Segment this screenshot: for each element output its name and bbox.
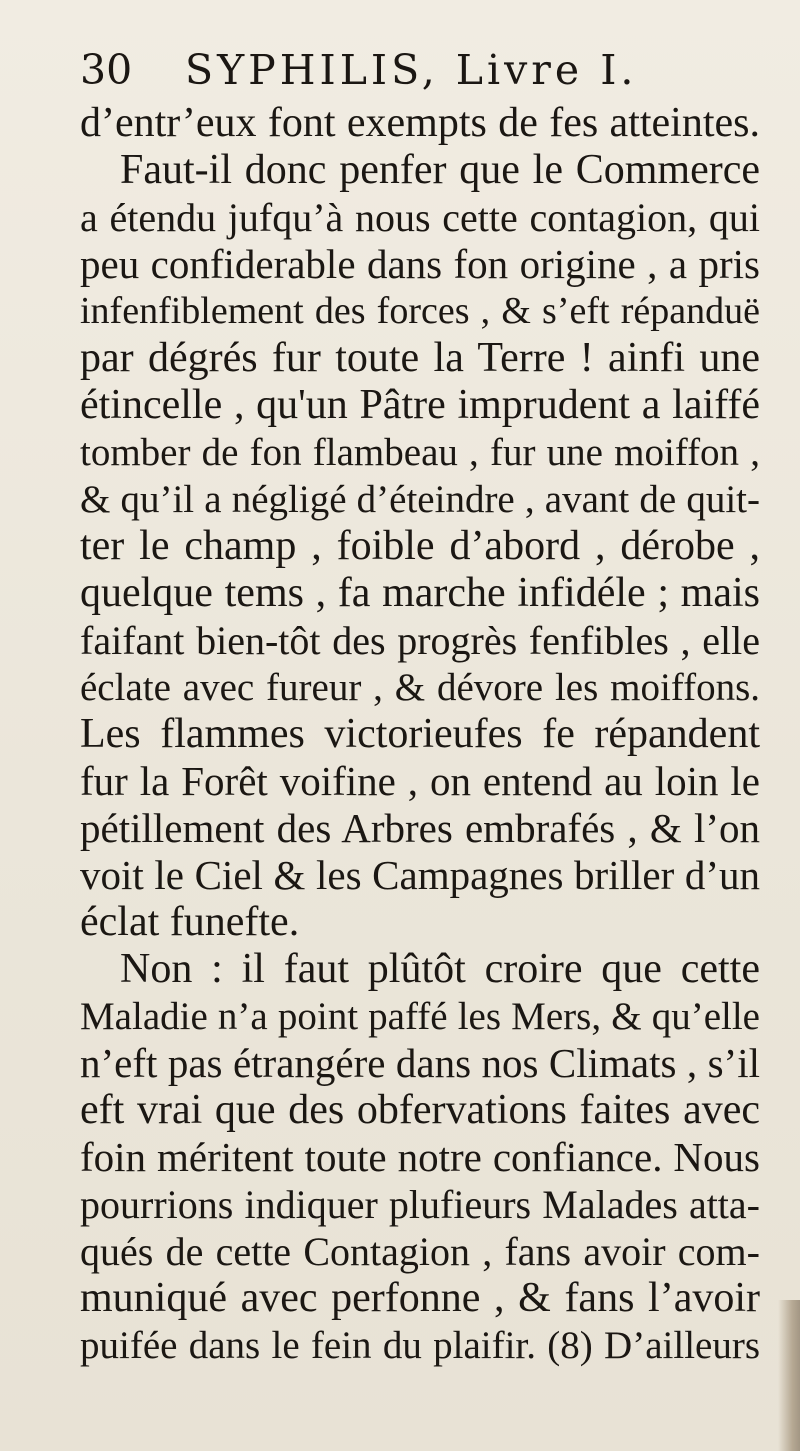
body-text	[80, 100, 760, 1369]
text-line: tomber de fon flambeau , fur une moiffon ,	[80, 431, 760, 474]
text-line: qués de cette Contagion , fans avoir com-	[80, 1229, 760, 1274]
text-line: infenfiblement des forces , & s’eft répanduë	[80, 290, 760, 332]
text-line: éclate avec fureur , & dévore les moiffons.	[80, 666, 760, 709]
text-line: éclat funefte.	[80, 899, 300, 945]
text-line: ter le champ , foible d’abord , dérobe ,	[80, 523, 760, 569]
text-line: d’entr’eux font exempts de fes atteintes.	[80, 100, 760, 146]
text-line: & qu’il a négligé d’éteindre , avant de quit-	[80, 478, 760, 521]
text-line: Les flammes victorieufes fe répandent	[80, 711, 760, 757]
running-head: SYPHILIS, Livre I.	[185, 46, 638, 94]
text-line: Maladie n’a point paffé les Mers, & qu’elle	[80, 995, 760, 1038]
text-line: pétillement des Arbres embrafés , & l’on	[80, 805, 760, 851]
page-edge-shadow	[778, 1300, 800, 1451]
text-line: fur la Forêt voifine , on entend au loin le	[80, 758, 760, 804]
text-line: foin méritent toute notre confiance. Nous	[80, 1134, 760, 1180]
text-line: par dégrés fur toute la Terre ! ainfi une	[80, 335, 760, 381]
text-line: pourrions indiquer plufieurs Malades atta-	[80, 1182, 760, 1227]
text-line: puifée dans le fein du plaifir. (8) D’ailleurs	[80, 1324, 760, 1367]
text-line: étincelle , qu'un Pâtre imprudent a laiffé	[80, 382, 760, 428]
text-line: peu confiderable dans fon origine , a pris	[80, 241, 760, 287]
text-line: Non : il faut plûtôt croire que cette	[120, 946, 760, 992]
text-line: quelque tems , fa marche infidéle ; mais	[80, 570, 760, 616]
text-line: muniqué avec perfonne , & fans l’avoir	[80, 1275, 760, 1321]
text-line: eft vrai que des obfervations faites avec	[80, 1087, 760, 1133]
text-line: Faut-il donc penfer que le Commerce	[120, 147, 760, 193]
text-line: n’eft pas étrangére dans nos Climats , s’il	[80, 1040, 760, 1086]
text-line: faifant bien-tôt des progrès fenfibles , elle	[80, 618, 760, 663]
page-number: 30	[80, 46, 133, 94]
text-line: a étendu jufqu’à nous cette contagion, qui	[80, 195, 760, 240]
text-line: voit le Ciel & les Campagnes briller d’un	[80, 852, 760, 898]
page-header	[80, 45, 780, 95]
